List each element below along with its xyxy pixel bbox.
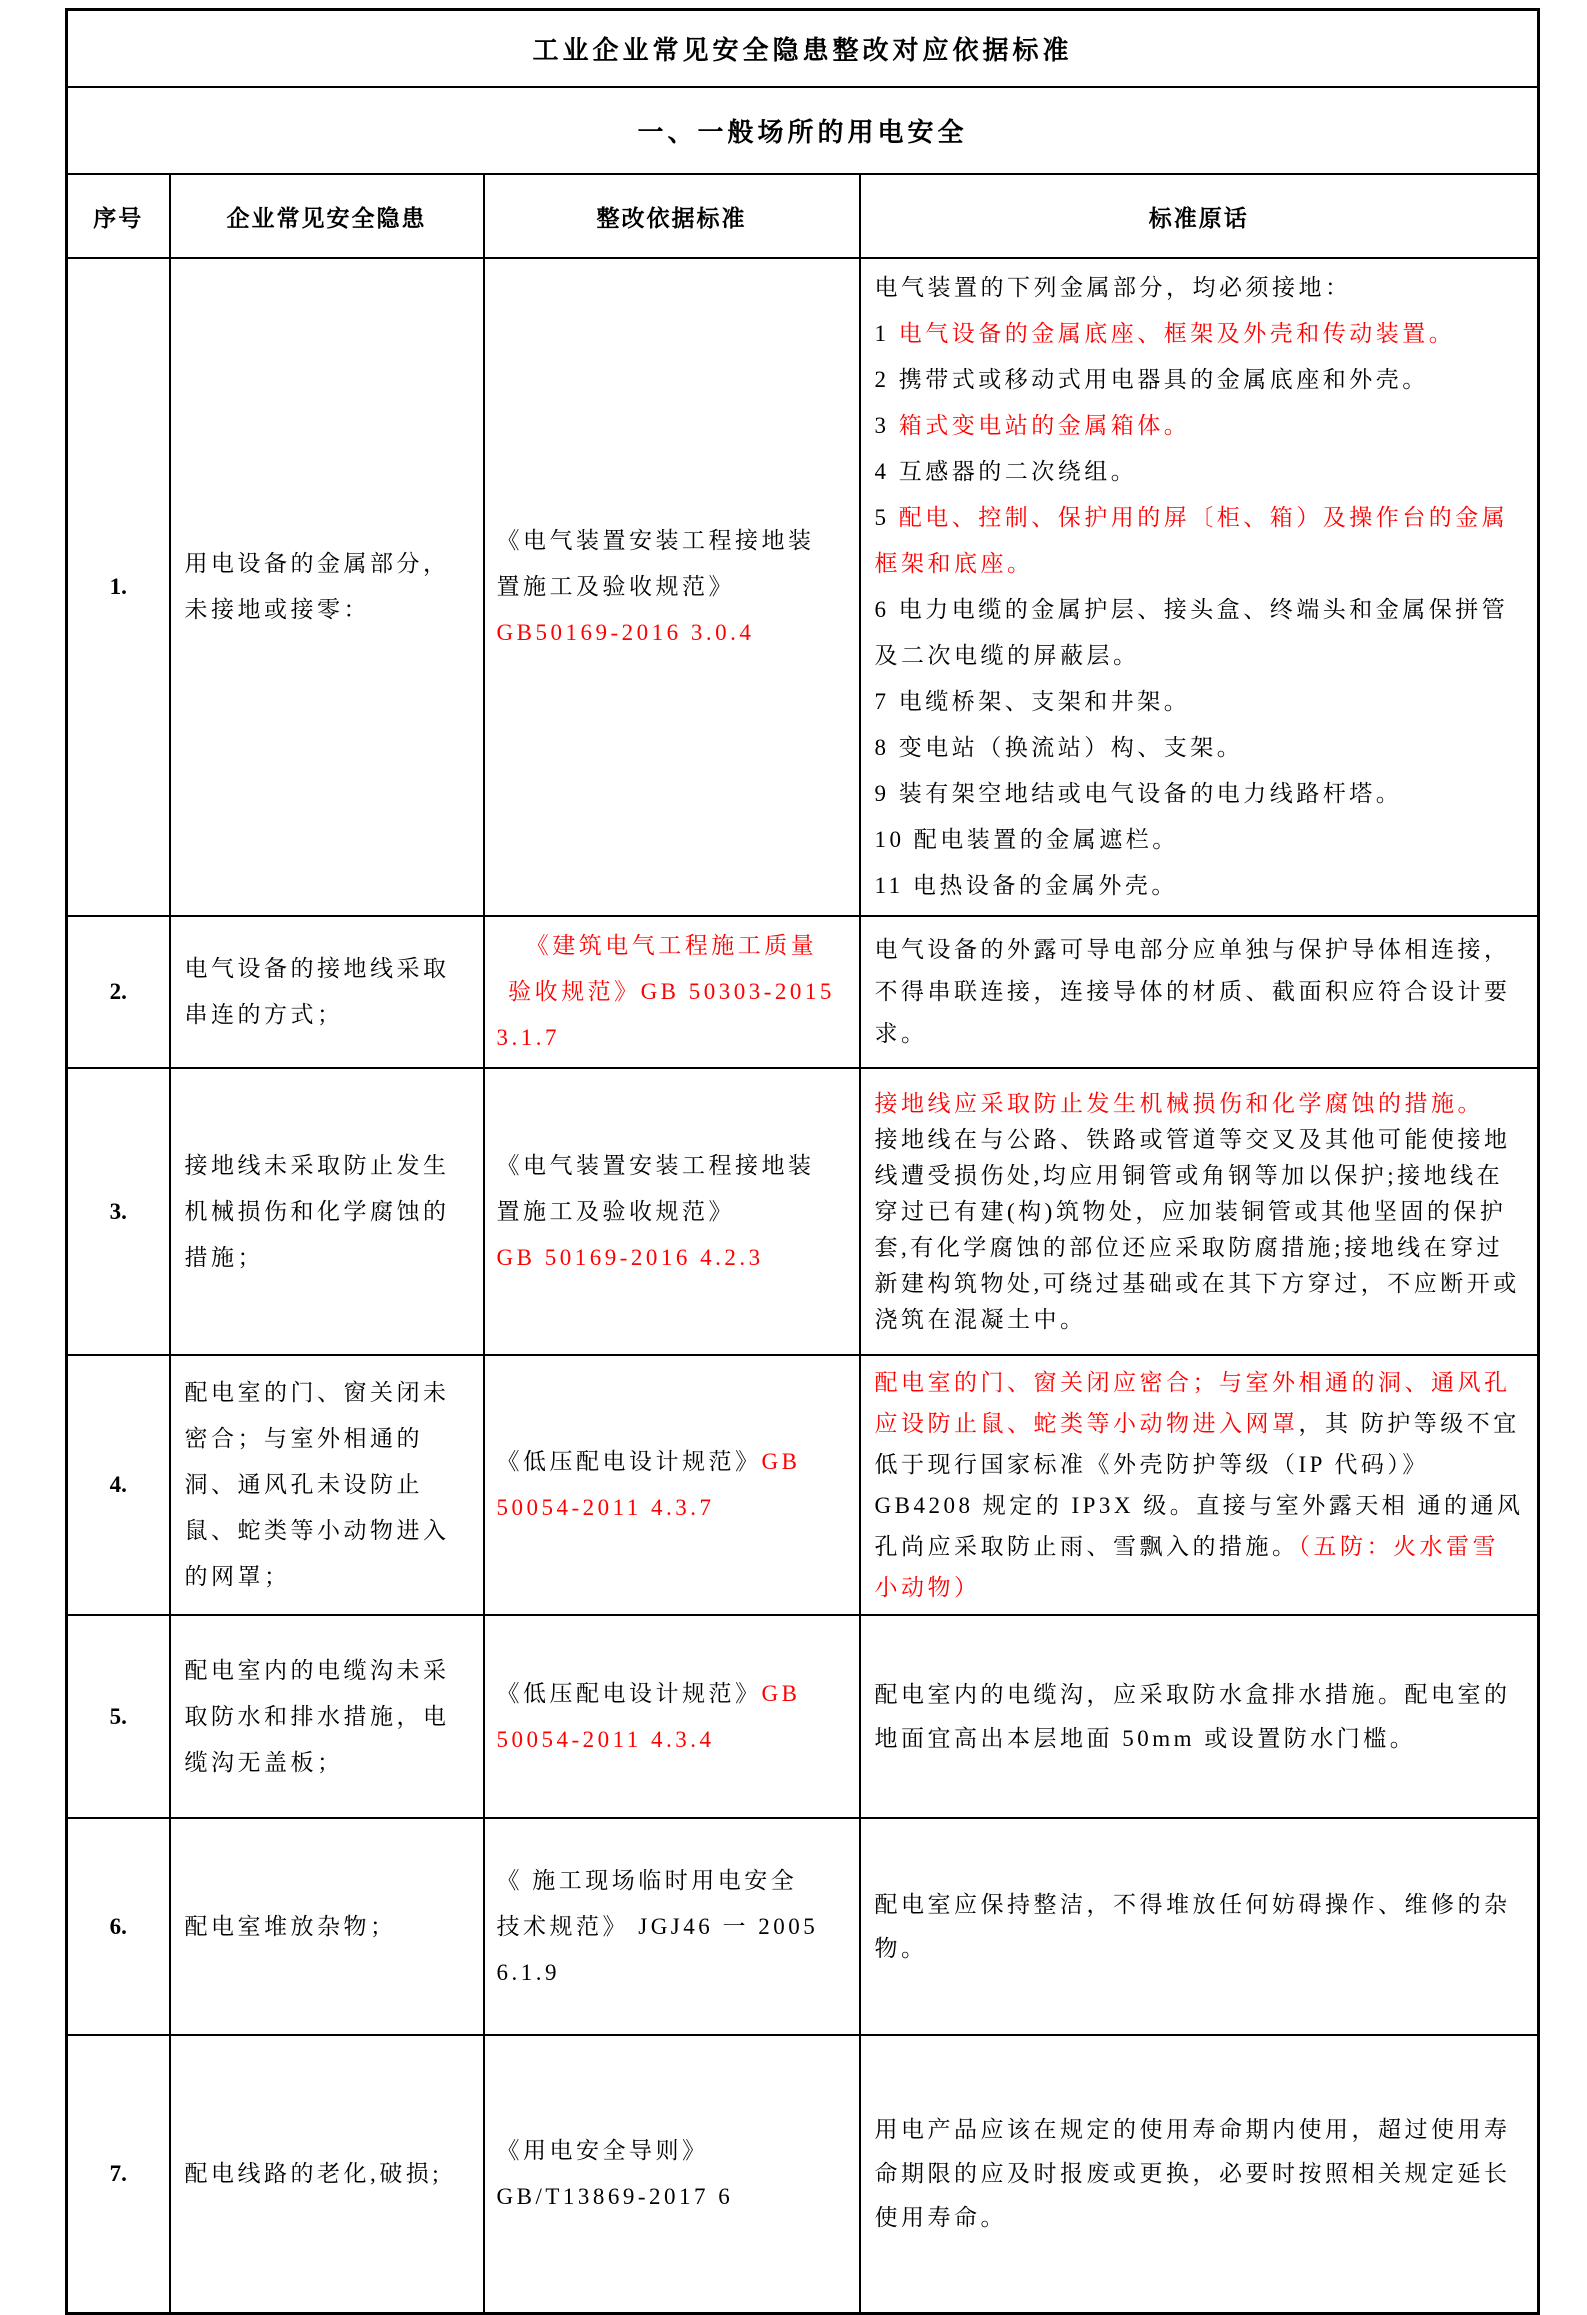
text-run: 接地线应采取防止发生机械损伤和化学腐蚀的措施。: [874, 1090, 1484, 1116]
row-number-cell: 6.: [67, 1818, 170, 2035]
col-header-hazard: 企业常见安全隐患: [170, 174, 484, 258]
basis-paragraph: [497, 1439, 847, 1485]
standards-table: [65, 8, 1540, 2315]
quote-paragraph: [875, 449, 1526, 495]
row-number-cell: 5.: [67, 1615, 170, 1818]
hazard-cell: [170, 1068, 484, 1355]
basis-cell: [484, 1355, 860, 1615]
row-number-cell: 1.: [67, 258, 170, 916]
basis-paragraph: [497, 1950, 847, 1996]
text-run: 技术规范》 JGJ46 一 2005: [496, 1913, 819, 1939]
quote-paragraph: [875, 929, 1526, 1055]
column-header-row: [67, 174, 1539, 258]
text-run: 电气设备的外露可导电部分应单独与保护导体相连接，不得串联连接，连接导体的材质、截面积应符合设计要求。: [874, 937, 1511, 1046]
text-run: GB 50169-2016 4.2.3: [496, 1244, 764, 1270]
table-row: [67, 2035, 1539, 2313]
text-run: 《用电安全导则》: [496, 2137, 709, 2163]
quote-paragraph: [875, 1362, 1526, 1608]
basis-paragraph: [497, 923, 847, 969]
text-run: 配电室的门、窗关闭应密合；与室外相通的洞、通风孔应设防止鼠、蛇类等小动物进入网罩: [874, 1370, 1511, 1436]
text-run: 验收规范》GB 50303-2015: [508, 979, 835, 1004]
basis-paragraph: [497, 1189, 847, 1235]
hazard-cell: [170, 258, 484, 916]
text-run: 11 电热设备的金属外壳。: [874, 873, 1178, 898]
hazard-text: 电气设备的接地线采取串连的方式；: [184, 956, 450, 1027]
quote-cell: [860, 916, 1539, 1068]
basis-paragraph: [497, 1904, 847, 1950]
quote-paragraph: [875, 817, 1526, 863]
quote-paragraph: [875, 2108, 1526, 2240]
text-run: GB/T13869-2017 6: [496, 2183, 734, 2209]
quote-cell: [860, 258, 1539, 916]
quote-paragraph: [875, 771, 1526, 817]
table-row: [67, 1355, 1539, 1615]
section-title: 一、一般场所的用电安全: [67, 87, 1539, 174]
row-number-cell: 7.: [67, 2035, 170, 2313]
text-run: 《低压配电设计规范》: [496, 1680, 762, 1706]
row-number-cell: 2.: [67, 916, 170, 1068]
hazard-cell: [170, 2035, 484, 2313]
table-row: [67, 1818, 1539, 2035]
text-run: 6.1.9: [496, 1959, 560, 1985]
row-number-cell: 4.: [67, 1355, 170, 1615]
hazard-text: 用电设备的金属部分，未接地或接零：: [184, 551, 450, 622]
quote-cell: [860, 1818, 1539, 2035]
row-number-cell: 3.: [67, 1068, 170, 1355]
text-run: 《低压配电设计规范》: [496, 1449, 762, 1474]
table-row: [67, 1615, 1539, 1818]
col-header-basis: 整改依据标准: [484, 174, 860, 258]
col-header-number: 序号: [67, 174, 170, 258]
basis-paragraph: [497, 969, 847, 1015]
text-run: 2 携带式或移动式用电器具的金属底座和外壳。: [874, 367, 1429, 392]
text-run: （五防：火水雷雪小动物）: [874, 1534, 1499, 1600]
basis-paragraph: [497, 1235, 847, 1281]
text-run: 配电室应保持整洁，不得堆放任何妨碍操作、维修的杂物。: [874, 1891, 1511, 1961]
text-run: 《建筑电气工程施工质量: [525, 933, 818, 958]
basis-cell: [484, 916, 860, 1068]
hazard-cell: [170, 1615, 484, 1818]
quote-cell: [860, 2035, 1539, 2313]
quote-paragraph: [875, 1673, 1526, 1761]
quote-paragraph: [875, 1086, 1526, 1122]
col-header-quote: 标准原话: [860, 174, 1539, 258]
text-run: 接地线在与公路、铁路或管道等交叉及其他可能使接地线遭受损伤处,均应用铜管或角钢等加以保护;接地线在穿过已有建(构)筑物处，应加装铜管或其他坚固的保护套,有化学腐蚀的部位还应采取防腐措施;接地线在穿过新建构筑物处,可绕过基础或在其下方穿过，不应断开或浇筑在混凝土中。: [874, 1126, 1520, 1332]
text-run: 配电、控制、保护用的屏〔柜、箱）及操作台的金属框架和底座。: [874, 505, 1509, 576]
text-run: 3: [874, 413, 899, 438]
basis-cell: [484, 2035, 860, 2313]
text-run: 3.1.7: [496, 1025, 560, 1050]
quote-paragraph: [875, 863, 1526, 909]
basis-paragraph: [497, 1671, 847, 1717]
quote-paragraph: [875, 725, 1526, 771]
text-run: 9 装有架空地结或电气设备的电力线路杆塔。: [874, 781, 1403, 806]
hazard-cell: [170, 1818, 484, 2035]
page-title: 工业企业常见安全隐患整改对应依据标准: [67, 10, 1539, 88]
text-run: GB50169-2016 3.0.4: [496, 620, 755, 645]
quote-paragraph: [875, 311, 1526, 357]
text-run: 配电室内的电缆沟，应采取防水盒排水措施。配电室的地面宜高出本层地面 50mm 或设置防水门槛。: [874, 1681, 1511, 1751]
hazard-text: 配电室的门、窗关闭未密合；与室外相通的洞、通风孔未设防止鼠、蛇类等小动物进入的网罩；: [184, 1380, 450, 1589]
basis-paragraph: [497, 518, 847, 564]
quote-paragraph: [875, 357, 1526, 403]
basis-paragraph: [497, 2174, 847, 2220]
text-run: 置施工及验收规范》: [496, 574, 735, 599]
text-run: 6 电力电缆的金属护层、接头盒、终端头和金属保拼管及二次电缆的屏蔽层。: [874, 597, 1509, 668]
section-row: [67, 87, 1539, 174]
hazard-cell: [170, 916, 484, 1068]
title-row: [67, 10, 1539, 88]
text-run: 置施工及验收规范》: [496, 1198, 735, 1224]
hazard-text: 接地线未采取防止发生机械损伤和化学腐蚀的措施；: [184, 1152, 450, 1270]
basis-paragraph: [497, 1485, 847, 1531]
text-run: 7 电缆桥架、支架和井架。: [874, 689, 1191, 714]
text-run: 《电气装置安装工程接地装: [496, 1152, 815, 1178]
text-run: 用电产品应该在规定的使用寿命期内使用，超过使用寿命期限的应及时报废或更换，必要时按照相关规定延长使用寿命。: [874, 2116, 1511, 2230]
text-run: GB: [761, 1449, 801, 1474]
quote-paragraph: [875, 679, 1526, 725]
basis-cell: [484, 1615, 860, 1818]
basis-paragraph: [497, 1015, 847, 1061]
text-run: 10 配电装置的金属遮栏。: [874, 827, 1179, 852]
basis-paragraph: [497, 1143, 847, 1189]
quote-cell: [860, 1355, 1539, 1615]
table-row: [67, 1068, 1539, 1355]
quote-cell: [860, 1068, 1539, 1355]
text-run: 5: [874, 505, 899, 530]
hazard-cell: [170, 1355, 484, 1615]
text-run: 1: [874, 321, 899, 346]
basis-paragraph: [497, 564, 847, 610]
basis-paragraph: [497, 1858, 847, 1904]
quote-paragraph: [875, 403, 1526, 449]
text-run: 4 互感器的二次绕组。: [874, 459, 1138, 484]
quote-cell: [860, 1615, 1539, 1818]
hazard-text: 配电线路的老化,破损;: [184, 2160, 443, 2186]
quote-paragraph: [875, 265, 1526, 311]
text-run: 50054-2011 4.3.4: [496, 1726, 715, 1752]
table-row: [67, 916, 1539, 1068]
text-run: ，其 防护等级不宜低于现行国家标准《外壳防护等级（IP 代码）》GB4208 规定的 IP3X 级。直接与室外露天相 通的通风孔尚应采取防止雨、雪飘入的措施。: [874, 1411, 1524, 1559]
text-run: GB: [761, 1680, 801, 1706]
text-run: 电气装置的下列金属部分，均必须接地：: [874, 275, 1352, 300]
text-run: 电气设备的金属底座、框架及外壳和传动装置。: [898, 321, 1456, 346]
basis-paragraph: [497, 2128, 847, 2174]
basis-paragraph: [497, 610, 847, 656]
quote-paragraph: [875, 495, 1526, 587]
hazard-text: 配电室堆放杂物；: [184, 1913, 397, 1939]
quote-paragraph: [875, 1883, 1526, 1971]
hazard-text: 配电室内的电缆沟未采取防水和排水措施，电缆沟无盖板；: [184, 1657, 450, 1775]
text-run: 《 施工现场临时用电安全: [496, 1867, 798, 1893]
text-run: 50054-2011 4.3.7: [496, 1495, 715, 1520]
basis-cell: [484, 1818, 860, 2035]
basis-cell: [484, 1068, 860, 1355]
text-run: 《电气装置安装工程接地装: [496, 528, 815, 553]
text-run: 8 变电站（换流站）构、支架。: [874, 735, 1244, 760]
basis-cell: [484, 258, 860, 916]
quote-paragraph: [875, 587, 1526, 679]
text-run: 箱式变电站的金属箱体。: [898, 413, 1191, 438]
table-row: [67, 258, 1539, 916]
quote-paragraph: [875, 1122, 1526, 1338]
basis-paragraph: [497, 1717, 847, 1763]
